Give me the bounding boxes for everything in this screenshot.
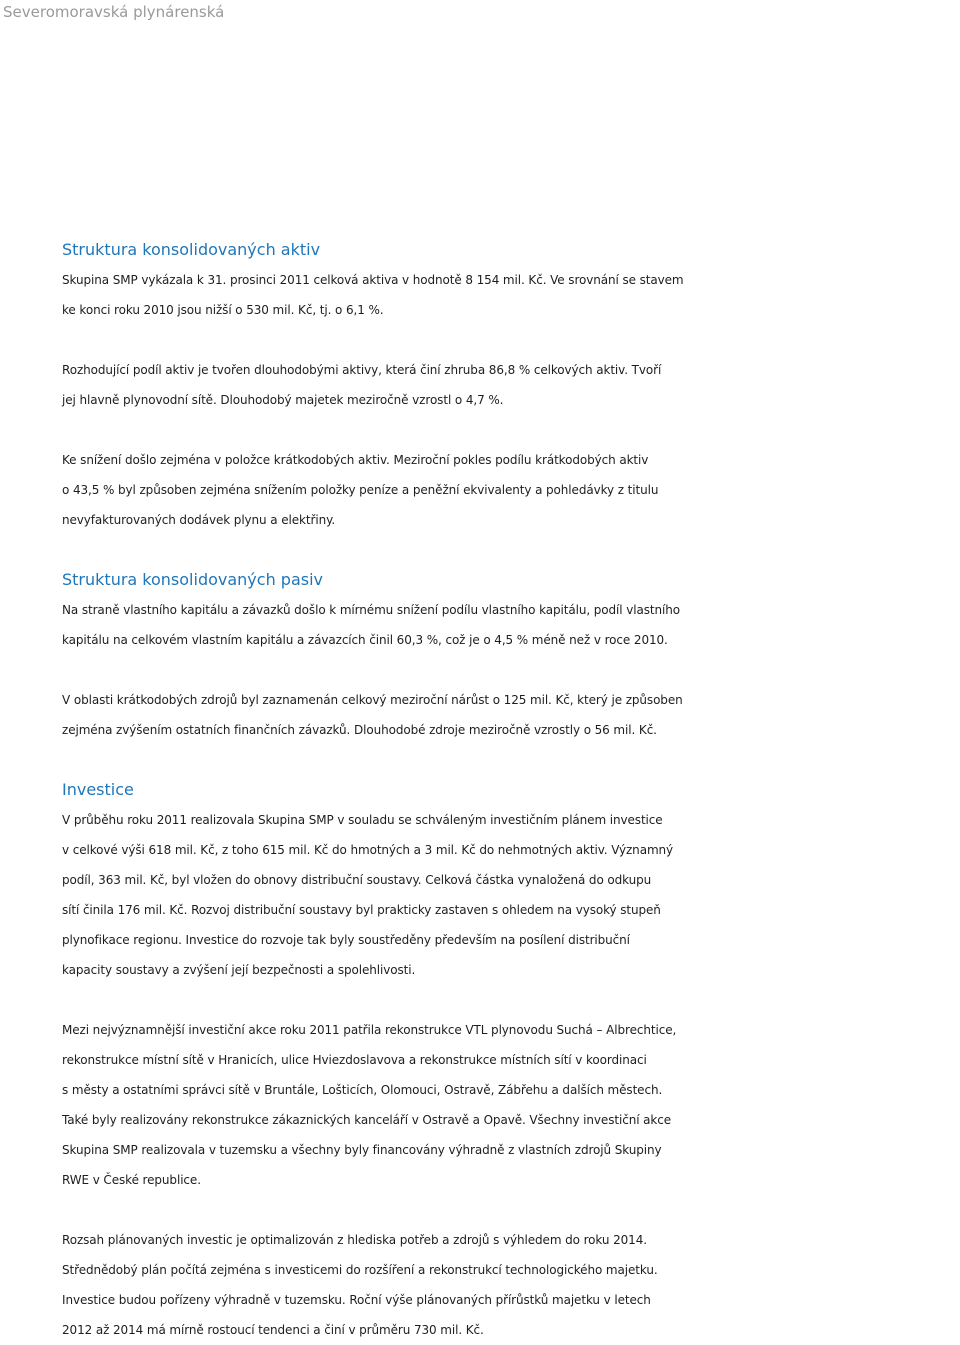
text-line: Skupina SMP vykázala k 31. prosinci 2011 celková aktiva v hodnotě 8 154 mil. Kč. Ve srovnání se stavem bbox=[62, 273, 684, 287]
text-line: Investice budou pořízeny výhradně v tuzemsku. Roční výše plánovaných přírůstků majetku v letech bbox=[62, 1293, 651, 1307]
paragraph bbox=[62, 265, 960, 325]
text-line: s městy a ostatními správci sítě v Bruntále, Lošticích, Olomouci, Ostravě, Zábřehu a dalších městech. bbox=[62, 1083, 663, 1097]
text-line: v celkové výši 618 mil. Kč, z toho 615 mil. Kč do hmotných a 3 mil. Kč do nehmotných aktiv. Významný bbox=[62, 843, 674, 857]
paragraph bbox=[62, 595, 960, 655]
text-line: jej hlavně plynovodní sítě. Dlouhodobý majetek meziročně vzrostl o 4,7 %. bbox=[62, 393, 504, 407]
paragraph bbox=[62, 1015, 960, 1195]
text-line: Rozsah plánovaných investic je optimalizován z hlediska potřeb a zdrojů s výhledem do roku 2014. bbox=[62, 1233, 647, 1247]
text-line: RWE v České republice. bbox=[62, 1173, 201, 1187]
paragraph bbox=[62, 805, 960, 985]
text-line: kapitálu na celkovém vlastním kapitálu a závazcích činil 60,3 %, což je o 4,5 % méně než v roce 2010. bbox=[62, 633, 668, 647]
text-line: rekonstrukce místní sítě v Hranicích, ulice Hviezdoslavova a rekonstrukce místních sítí v koordinaci bbox=[62, 1053, 647, 1067]
text-line: zejména zvýšením ostatních finančních závazků. Dlouhodobé zdroje meziročně vzrostly o 56 mil. Kč. bbox=[62, 723, 657, 737]
paragraph bbox=[62, 445, 960, 535]
text-line: ke konci roku 2010 jsou nižší o 530 mil. Kč, tj. o 6,1 %. bbox=[62, 303, 384, 317]
text-line: Mezi nejvýznamnější investiční akce roku 2011 patřila rekonstrukce VTL plynovodu Suchá – Albrechtice, bbox=[62, 1023, 677, 1037]
paragraph bbox=[62, 355, 960, 415]
paragraph bbox=[62, 1225, 960, 1345]
text-line: V průběhu roku 2011 realizovala Skupina SMP v souladu se schváleným investičním plánem investice bbox=[62, 813, 663, 827]
text-line: Rozhodující podíl aktiv je tvořen dlouhodobými aktivy, která činí zhruba 86,8 % celkových aktiv. Tvoří bbox=[62, 363, 662, 377]
company-name: Severomoravská plynárenská bbox=[3, 3, 225, 21]
text-line: nevyfakturovaných dodávek plynu a elektřiny. bbox=[62, 513, 336, 527]
text-line: Ke snížení došlo zejména v položce krátkodobých aktiv. Meziroční pokles podílu krátkodobých aktiv bbox=[62, 453, 649, 467]
section-title-liabilities: Struktura konsolidovaných pasiv bbox=[62, 570, 323, 589]
text-line: kapacity soustavy a zvýšení její bezpečnosti a spolehlivosti. bbox=[62, 963, 416, 977]
text-line: Střednědobý plán počítá zejména s investicemi do rozšíření a rekonstrukcí technologického majetku. bbox=[62, 1263, 658, 1277]
section-title-investments: Investice bbox=[62, 780, 134, 799]
text-line: Skupina SMP realizovala v tuzemsku a všechny byly financovány výhradně z vlastních zdrojů Skupiny bbox=[62, 1143, 662, 1157]
text-line: plynofikace regionu. Investice do rozvoje tak byly soustředěny především na posílení distribuční bbox=[62, 933, 630, 947]
text-line: 2012 až 2014 má mírně rostoucí tendenci a činí v průměru 730 mil. Kč. bbox=[62, 1323, 484, 1337]
text-line: Na straně vlastního kapitálu a závazků došlo k mírnému snížení podílu vlastního kapitálu, podíl vlastního bbox=[62, 603, 680, 617]
text-line: V oblasti krátkodobých zdrojů byl zaznamenán celkový meziroční nárůst o 125 mil. Kč, který je způsoben bbox=[62, 693, 683, 707]
text-line: Také byly realizovány rekonstrukce zákaznických kanceláří v Ostravě a Opavě. Všechny investiční akce bbox=[62, 1113, 672, 1127]
text-line: podíl, 363 mil. Kč, byl vložen do obnovy distribuční soustavy. Celková částka vynaložená do odkupu bbox=[62, 873, 652, 887]
text-line: sítí činila 176 mil. Kč. Rozvoj distribuční soustavy byl prakticky zastaven s ohledem na vysoký stupeň bbox=[62, 903, 661, 917]
paragraph bbox=[62, 685, 960, 745]
text-line: o 43,5 % byl způsoben zejména snížením položky peníze a peněžní ekvivalenty a pohledávky z titulu bbox=[62, 483, 659, 497]
section-title-assets: Struktura konsolidovaných aktiv bbox=[62, 240, 321, 259]
document-body bbox=[62, 235, 960, 1345]
